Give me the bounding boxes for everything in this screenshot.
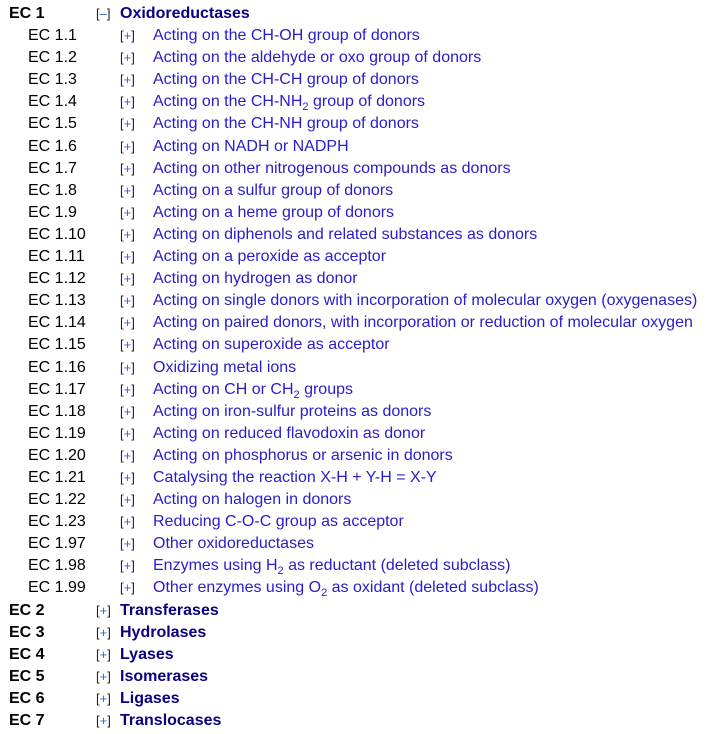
ec-name-link[interactable] [153,357,296,379]
ec-code: EC 1.97 [28,535,86,553]
ec-code: EC 5 [9,667,45,685]
ec-name-link[interactable] [153,268,358,290]
expand-toggle[interactable]: [+] [120,403,135,419]
plus-icon: + [123,249,132,265]
ec-name-link[interactable] [153,25,420,47]
ec-code: EC 1.6 [28,137,77,155]
ec-name-link[interactable] [153,290,697,312]
plus-icon: + [123,293,132,309]
label-text: Acting on the CH-NH group of donors [153,115,419,133]
label-text: Acting on the CH-NH [153,93,303,111]
expand-toggle[interactable]: [+] [120,425,135,441]
label-text: Acting on hydrogen as donor [153,270,358,288]
ec-code: EC 1.4 [28,93,77,111]
plus-icon: + [123,359,132,375]
expand-toggle[interactable]: [+] [120,536,135,552]
label-text: Acting on diphenols and related substances as donors [153,225,538,243]
label-text: Other oxidoreductases [153,535,314,553]
expand-toggle[interactable]: [+] [120,138,135,154]
expand-toggle[interactable]: [+] [120,492,135,508]
plus-icon: + [99,690,108,706]
expand-toggle[interactable]: [+] [120,469,135,485]
label-text: Acting on the CH-CH group of donors [153,71,419,89]
ec-name-link[interactable] [153,47,481,69]
plus-icon: + [123,138,132,154]
label-text: Translocases [120,712,222,729]
plus-icon: + [123,403,132,419]
expand-toggle[interactable]: [+] [120,381,135,397]
label-text-after: groups [299,380,353,398]
ec-name-link[interactable] [120,622,206,644]
label-text: Reducing C-O-C group as acceptor [153,513,404,531]
label-text: Other enzymes using O [153,579,322,597]
label-text: Acting on NADH or NADPH [153,137,349,155]
label-text: Acting on iron-sulfur proteins as donors [153,402,432,420]
plus-icon: + [123,492,132,508]
plus-icon: + [99,624,108,640]
ec-code: EC 1.13 [28,292,86,310]
ec-name-link[interactable] [153,136,349,158]
plus-icon: + [123,469,132,485]
label-text: Hydrolases [120,623,207,641]
label-text: Acting on single donors with incorporation of molecular oxygen (oxygenases) [153,292,698,310]
label-text: Acting on a heme group of donors [153,203,395,221]
expand-toggle[interactable]: [+] [120,204,135,220]
ec-name-link[interactable] [153,533,314,555]
plus-icon: + [123,425,132,441]
label-text: Acting on CH or CH [153,380,294,398]
ec-name-link[interactable] [153,577,539,599]
ec-code: EC 3 [9,623,45,641]
ec-name-link[interactable] [153,423,425,445]
ec-code: EC 1.18 [28,402,86,420]
expand-toggle[interactable]: [+] [120,315,135,331]
expand-toggle[interactable]: [+] [120,580,135,596]
ec-code: EC 1.8 [28,181,77,199]
label-text: Acting on other nitrogenous compounds as donors [153,159,511,177]
ec-name-link[interactable] [153,113,419,135]
ec-code: EC 1.15 [28,336,86,354]
label-text: Acting on a sulfur group of donors [153,181,394,199]
label-text-after: as oxidant (deleted subclass) [327,579,539,597]
ec-name-link[interactable] [120,3,250,25]
ec-name-link[interactable] [120,600,219,622]
plus-icon: + [99,602,108,618]
ec-code: EC 1.2 [28,49,77,67]
label-text: Acting on the aldehyde or oxo group of donors [153,49,482,67]
plus-icon: + [123,558,132,574]
expand-toggle[interactable]: [+] [120,72,135,88]
label-text: Enzymes using H [153,557,278,575]
plus-icon: + [123,72,132,88]
ec-code: EC 1.12 [28,270,86,288]
label-text-after: as reductant (deleted subclass) [283,557,511,575]
ec-code: EC 1.98 [28,557,86,575]
plus-icon: + [99,668,108,684]
label-text: Acting on phosphorus or arsenic in donors [153,446,453,464]
plus-icon: + [123,536,132,552]
plus-icon: + [123,226,132,242]
expand-toggle[interactable]: [+] [120,293,135,309]
ec-code: EC 4 [9,645,45,663]
expand-toggle[interactable]: [+] [120,94,135,110]
label-subscript: 2 [293,388,300,401]
label-text: Acting on a peroxide as acceptor [153,248,387,266]
ec-code: EC 2 [9,601,45,619]
plus-icon: + [123,204,132,220]
plus-icon: + [123,580,132,596]
plus-icon: + [123,160,132,176]
ec-code: EC 1.16 [28,358,86,376]
label-text-after: group of donors [308,93,426,111]
ec-code: EC 1.1 [28,27,77,45]
expand-toggle[interactable]: [+] [120,116,135,132]
ec-code: EC 1.14 [28,314,86,332]
ec-name-link[interactable] [120,644,174,666]
ec-name-link[interactable] [153,334,390,356]
expand-toggle[interactable]: [+] [120,337,135,353]
ec-name-link[interactable] [120,710,221,732]
ec-code: EC 1.19 [28,424,86,442]
ec-name-link[interactable] [153,69,419,91]
label-text: Acting on halogen in donors [153,491,352,509]
label-text: Transferases [120,601,219,619]
label-subscript: 2 [321,587,328,600]
expand-toggle[interactable]: [+] [96,646,111,662]
ec-code: EC 1.23 [28,513,86,531]
expand-toggle[interactable]: [+] [120,160,135,176]
ec-name-link[interactable] [153,555,510,577]
expand-toggle[interactable]: [+] [96,713,111,728]
plus-icon: + [99,646,108,662]
expand-toggle[interactable]: [+] [120,182,135,198]
label-text: Oxidizing metal ions [153,358,297,376]
ec-name-link[interactable] [153,379,353,401]
label-subscript: 2 [277,565,284,578]
ec-name-link[interactable] [153,467,437,489]
ec-code: EC 1.7 [28,159,77,177]
label-text: Isomerases [120,667,209,685]
ec-name-link[interactable] [153,202,394,224]
expand-toggle[interactable]: [+] [120,447,135,463]
ec-code: EC 1.99 [28,579,86,597]
plus-icon: + [123,381,132,397]
plus-icon: + [123,447,132,463]
expand-toggle[interactable]: [+] [120,271,135,287]
plus-icon: + [123,182,132,198]
plus-icon: + [123,50,132,66]
expand-toggle[interactable]: [+] [120,359,135,375]
ec-code: EC 1.10 [28,225,86,243]
ec-code: EC 1.20 [28,446,86,464]
ec-code: EC 1.5 [28,115,77,133]
expand-toggle[interactable]: [+] [120,226,135,242]
ec-code: EC 1 [9,5,45,22]
ec-name-link[interactable] [153,246,386,268]
label-text: Lyases [120,645,174,663]
minus-icon: – [99,6,107,21]
ec-name-link[interactable] [153,91,425,113]
expand-toggle[interactable]: [+] [120,558,135,574]
label-text: Acting on reduced flavodoxin as donor [153,424,426,442]
label-subscript: 2 [302,101,309,114]
ec-code: EC 1.22 [28,491,86,509]
expand-toggle[interactable]: [+] [120,514,135,530]
collapse-toggle[interactable]: [–] [96,6,111,21]
expand-toggle[interactable]: [+] [96,624,111,640]
expand-toggle[interactable]: [+] [120,28,135,44]
ec-code: EC 1.9 [28,203,77,221]
ec-name-link[interactable] [153,445,453,467]
plus-icon: + [123,94,132,110]
ec-name-link[interactable] [153,158,511,180]
ec-name-link[interactable] [153,511,404,533]
ec-code: EC 1.11 [28,248,85,266]
ec-name-link[interactable] [153,180,393,202]
plus-icon: + [99,713,108,728]
ec-name-link[interactable] [153,489,351,511]
ec-code: EC 1.3 [28,71,77,89]
expand-toggle[interactable]: [+] [96,668,111,684]
plus-icon: + [123,514,132,530]
ec-name-link[interactable] [120,688,180,710]
label-text: Acting on paired donors, with incorporation or reduction of molecular oxygen [153,314,693,332]
plus-icon: + [123,337,132,353]
label-text: Acting on the CH-OH group of donors [153,27,420,45]
ec-code: EC 6 [9,689,45,707]
ec-code: EC 7 [9,712,45,729]
expand-toggle[interactable]: [+] [96,690,111,706]
label-text: Ligases [120,689,180,707]
expand-toggle[interactable]: [+] [120,249,135,265]
ec-name-link[interactable] [153,312,693,334]
ec-name-link[interactable] [153,224,537,246]
expand-toggle[interactable]: [+] [96,602,111,618]
label-text: Acting on superoxide as acceptor [153,336,390,354]
ec-code: EC 1.17 [28,380,86,398]
ec-code: EC 1.21 [28,468,86,486]
ec-name-link[interactable] [153,401,431,423]
label-text: Catalysing the reaction X-H + Y-H = X-Y [153,468,437,486]
plus-icon: + [123,271,132,287]
label-text: Oxidoreductases [120,5,250,22]
ec-name-link[interactable] [120,666,208,688]
expand-toggle[interactable]: [+] [120,50,135,66]
plus-icon: + [123,116,132,132]
plus-icon: + [123,28,132,44]
plus-icon: + [123,315,132,331]
